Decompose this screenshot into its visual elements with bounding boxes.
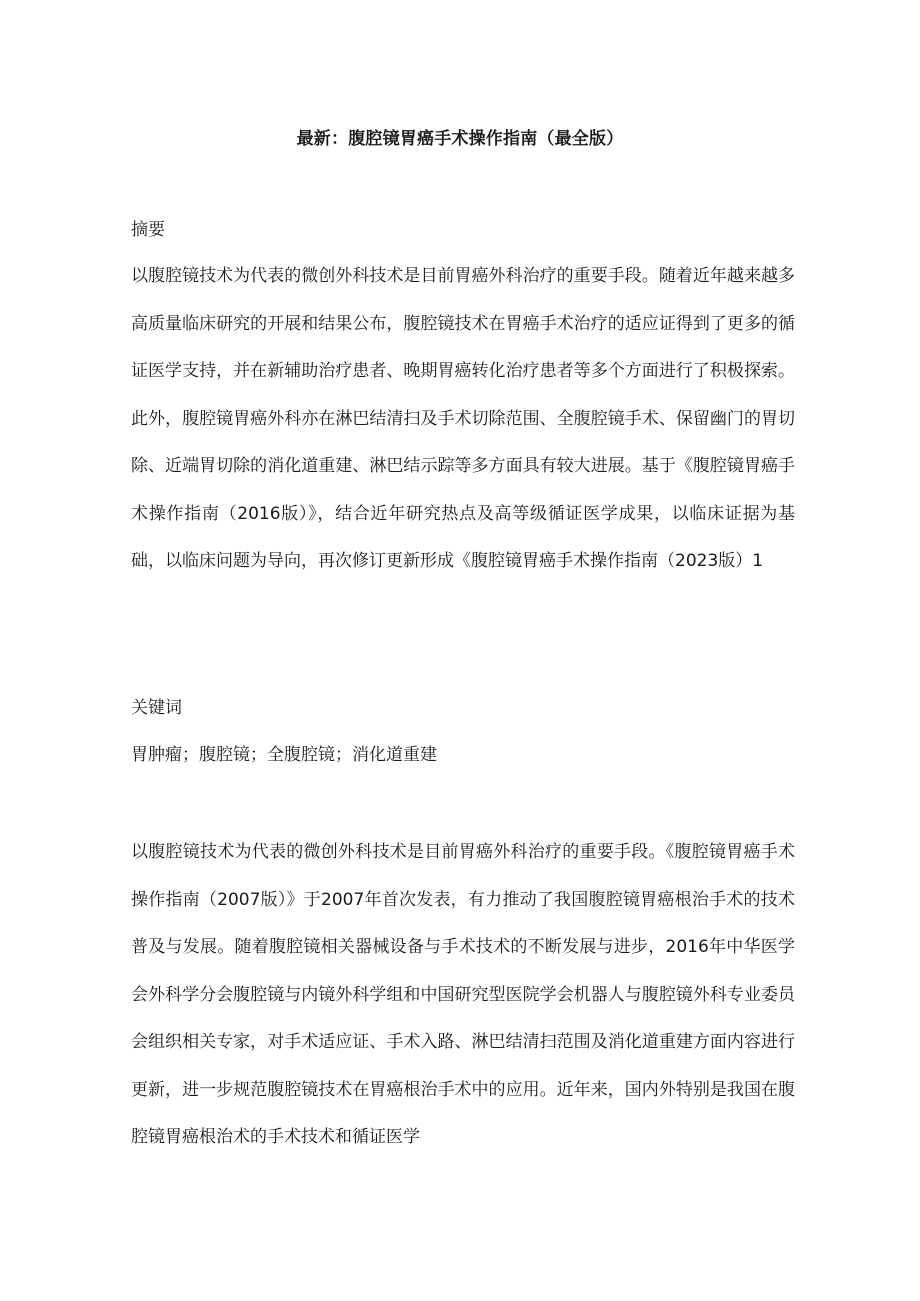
keywords-heading: 关键词 <box>131 698 182 718</box>
keywords-text: 胃肿瘤；腹腔镜；全腹腔镜；消化道重建 <box>131 745 437 765</box>
abstract-heading: 摘要 <box>131 220 165 240</box>
document-title: 最新：腹腔镜胃癌手术操作指南（最全版） <box>296 129 624 149</box>
abstract-paragraph: 以腹腔镜技术为代表的微创外科技术是目前胃癌外科治疗的重要手段。随着近年越来越多高质量临床研究的开展和结果公布，腹腔镜技术在胃癌手术治疗的适应证得到了更多的循证医学支持，并在新辅助治疗患者、晚期胃癌转化治疗患者等多个方面进行了积极探索。此外，腹腔镜胃癌外科亦在淋巴结清扫及手术切除范围、全腹腔镜手术、保留幽门的胃切除、近端胃切除的消化道重建、淋巴结示踪等多方面具有较大进展。基于《腹腔镜胃癌手术操作指南（2016版）》，结合近年研究热点及高等级循证医学成果，以临床证据为基础，以临床问题为导向，再次修订更新形成《腹腔镜胃癌手术操作指南（2023版）1 <box>131 266 795 571</box>
body-paragraph: 以腹腔镜技术为代表的微创外科技术是目前胃癌外科治疗的重要手段。《腹腔镜胃癌手术操作指南（2007版）》于2007年首次发表，有力推动了我国腹腔镜胃癌根治手术的技术普及与发展。随着腹腔镜相关器械设备与手术技术的不断发展与进步，2016年中华医学会外科学分会腹腔镜与内镜外科学组和中国研究型医院学会机器人与腹腔镜外科专业委员会组织相关专家，对手术适应证、手术入路、淋巴结清扫范围及消化道重建方面内容进行更新，进一步规范腹腔镜技术在胃癌根治手术中的应用。近年来，国内外特别是我国在腹腔镜胃癌根治术的手术技术和循证医学 <box>131 842 795 1147</box>
